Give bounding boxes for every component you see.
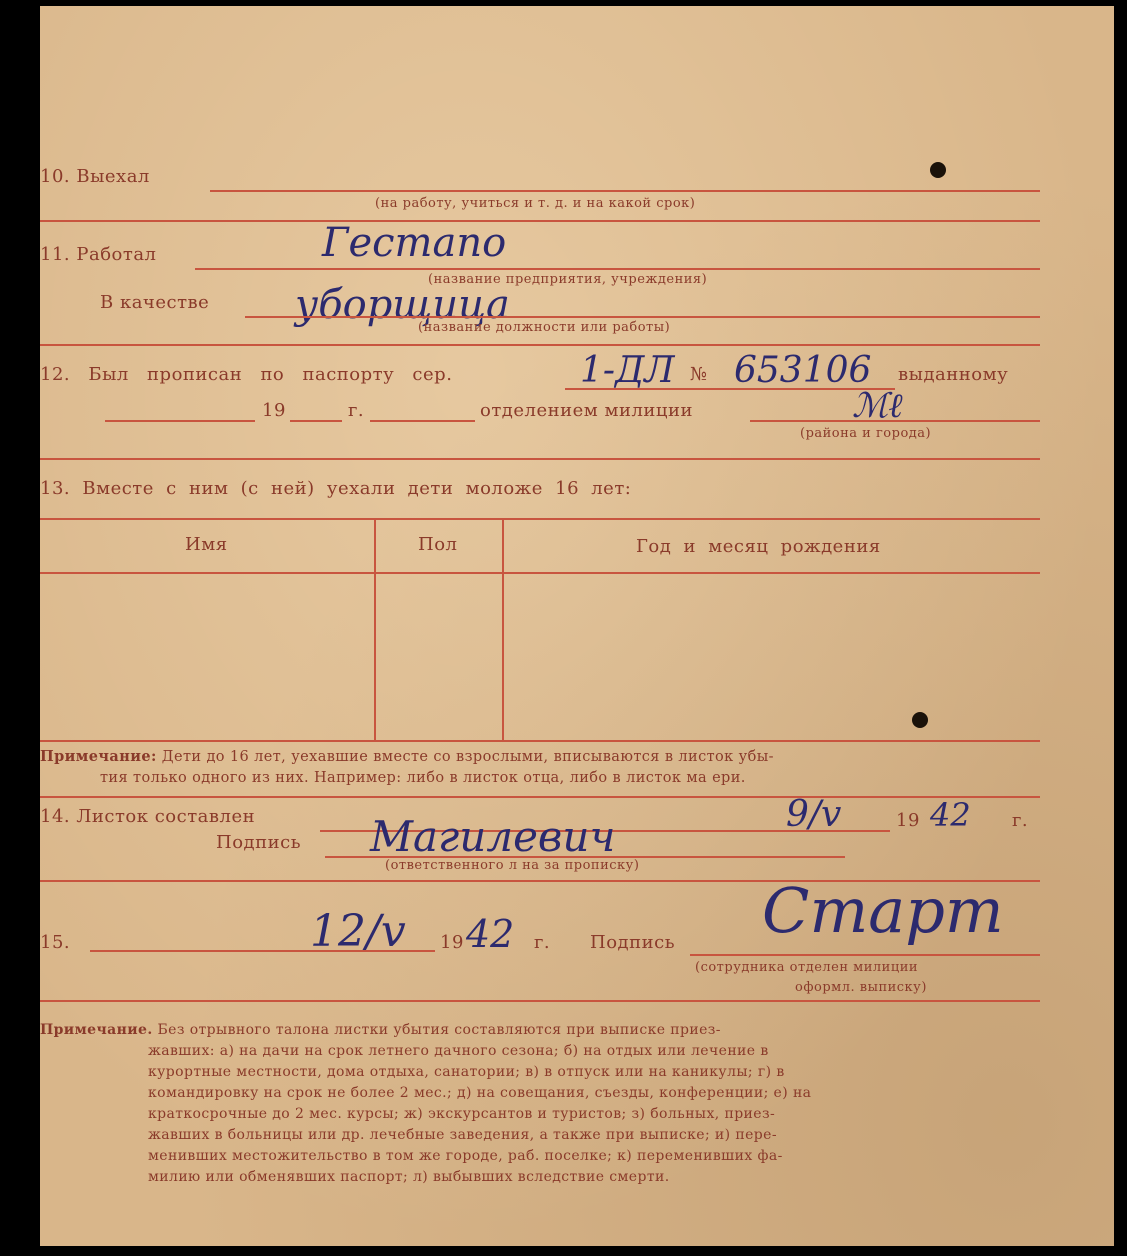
table-header-name: Имя [185, 534, 228, 555]
s13-table-top [40, 518, 1040, 520]
s11-label: 11. Работал [40, 244, 157, 265]
s15-year-suffix: г. [534, 932, 551, 953]
s15-divider [40, 1000, 1040, 1002]
s13-note-bold: Примечание: [40, 748, 157, 765]
s15-sign-line [690, 954, 1040, 956]
s10-divider [40, 220, 1040, 222]
footer-line-0: Без отрывного талона листки убытия составляются при выписке приез- [157, 1022, 721, 1038]
s13-table-bottom [40, 740, 1040, 742]
s15-label: 15. [40, 932, 71, 953]
s14-sign-caption: (ответственного л на за прописку) [385, 858, 640, 873]
s12-year-line [290, 420, 342, 422]
s10-label: 10. Выехал [40, 166, 150, 187]
s11-position-handwriting: уборщица [295, 282, 510, 328]
s15-date-handwriting: 12/v [310, 906, 406, 957]
s12-series-handwriting: 1-ДЛ [580, 350, 675, 391]
s11-position-line [245, 316, 1040, 318]
s11-position-label: В качестве [100, 292, 210, 313]
s11-workplace-line [195, 268, 1040, 270]
s10-caption: (на работу, учиться и т. д. и на какой срок) [375, 196, 696, 211]
footer-line-6: менивших местожительство в том же городе, раб. поселке; к) переменивших фа- [148, 1148, 783, 1164]
s10-line [210, 190, 1040, 192]
s13-note [40, 746, 1040, 789]
s13-col-divider [374, 520, 376, 740]
s12-date-line [105, 420, 255, 422]
s11-divider [40, 344, 1040, 346]
s12-number-handwriting: 653106 [734, 350, 872, 391]
s12-year-prefix: 19 [262, 400, 286, 421]
s11-workplace-handwriting: Гестапо [322, 220, 507, 266]
s14-sign-label: Подпись [216, 832, 301, 853]
table-header-sex: Пол [418, 534, 458, 555]
s14-signature: Магилевич [370, 812, 616, 861]
s14-year-prefix: 19 [896, 810, 920, 831]
s15-signature: Старт [762, 874, 1004, 947]
s12-year-suffix: г. [348, 400, 365, 421]
footer-line-3: командировку на срок не более 2 мес.; д) на совещания, съезды, конференции; е) на [148, 1085, 812, 1101]
s15-year-prefix: 19 [440, 932, 464, 953]
s12-dept-caption: (района и города) [800, 426, 932, 441]
s14-year-suffix: г. [1012, 810, 1029, 831]
footer-line-7: милию или обменявших паспорт; л) выбывших вследствие смерти. [148, 1169, 670, 1185]
s13-table-header-line [40, 572, 1040, 574]
s12-series-line [565, 388, 895, 390]
s12-dept: отделением милиции [480, 400, 693, 421]
punch-hole [912, 712, 928, 728]
s13-col-divider [502, 520, 504, 740]
footer-line-1: жавших: а) на дачи на срок летнего дачного сезона; б) на отдых или лечение в [148, 1043, 769, 1059]
s13-label: 13. Вместе с ним (с ней) уехали дети моложе 16 лет: [40, 478, 632, 499]
s13-divider [40, 796, 1040, 798]
s14-year-handwriting: 42 [930, 796, 971, 834]
s13-note-line-2: тия только одного из них. Например: либо в листок отца, либо в листок ма ери. [100, 770, 746, 786]
s15-sign-label: Подпись [590, 932, 675, 953]
s12-issued: выданному [898, 364, 1009, 385]
footer-note-bold: Примечание. [40, 1022, 153, 1038]
s15-caption-1: (сотрудника отделен милиции [695, 960, 919, 975]
s14-label: 14. Листок составлен [40, 806, 256, 827]
footer-line-2: курортные местности, дома отдыха, санатории; в) в отпуск или на каникулы; г) в [148, 1064, 785, 1080]
s14-date-handwriting: 9/v [786, 794, 842, 835]
s12-label: 12. Был прописан по паспорту сер. [40, 364, 453, 385]
s15-caption-2: оформл. выписку) [795, 980, 927, 995]
s12-dept-scribble: ℳℓ [852, 386, 903, 426]
s13-note-line-1: Дети до 16 лет, уехавшие вместе со взрослыми, вписываются в листок убы- [161, 749, 774, 765]
footer-line-5: жавших в больницы или др. лечебные заведения, а также при выписке; и) пере- [148, 1127, 777, 1143]
document-sheet [40, 6, 1114, 1246]
s15-year-handwriting: 42 [466, 912, 515, 956]
s12-gap-line [370, 420, 475, 422]
s11-position-caption: (название должности или работы) [418, 320, 671, 335]
footer-line-4: краткосрочные до 2 мес. курсы; ж) экскурсантов и туристов; з) больных, приез- [148, 1106, 776, 1122]
s12-number-sign: № [690, 364, 708, 385]
table-header-birth: Год и месяц рождения [636, 536, 881, 557]
s11-workplace-caption: (название предприятия, учреждения) [428, 272, 708, 287]
s12-divider [40, 458, 1040, 460]
punch-hole [930, 162, 946, 178]
footer-note [40, 1020, 1050, 1188]
